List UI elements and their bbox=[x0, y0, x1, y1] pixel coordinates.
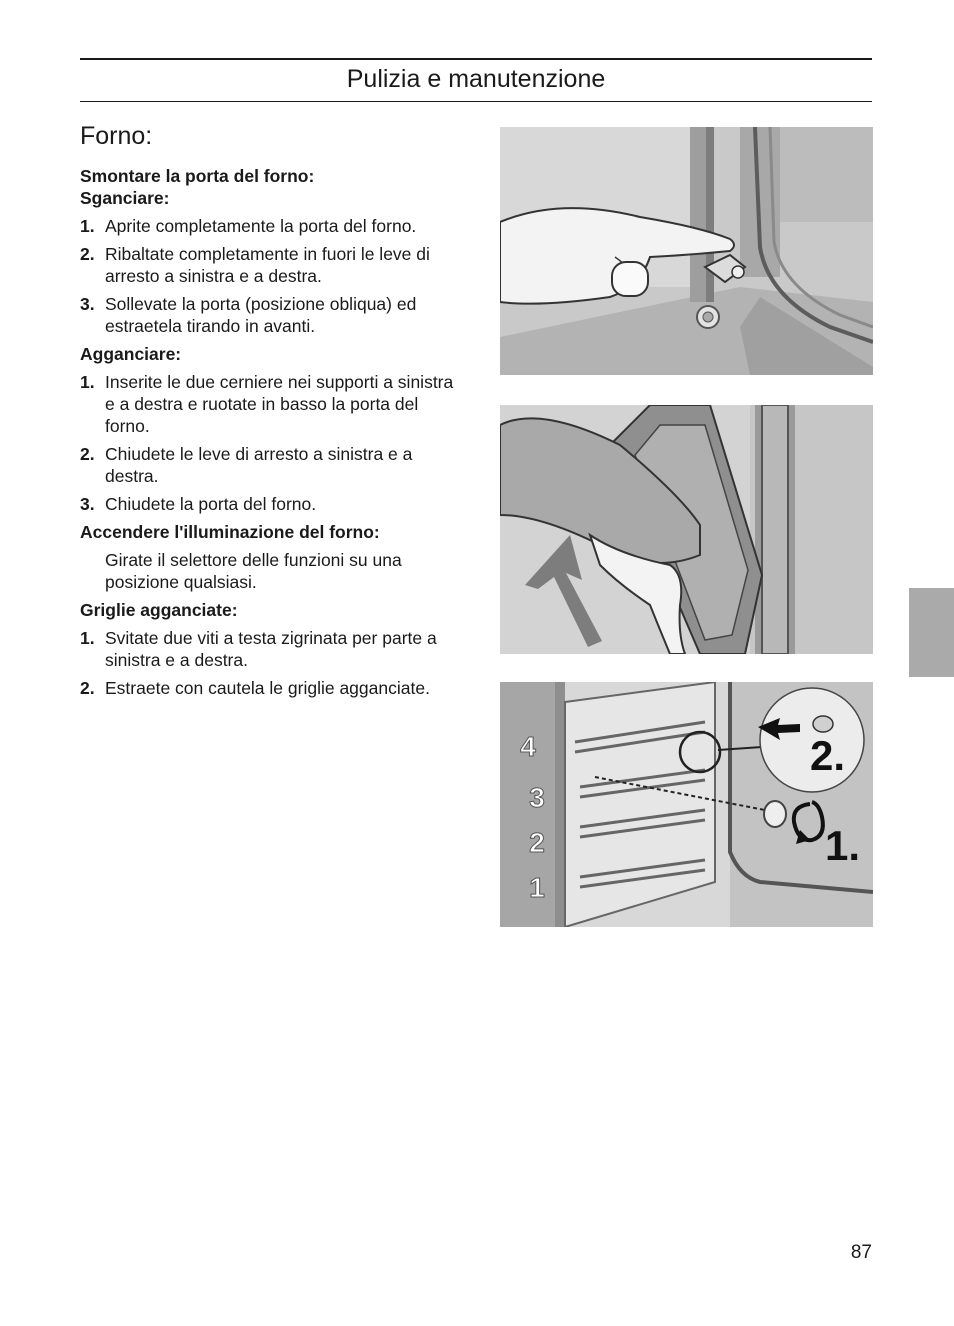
hook-heading: Agganciare: bbox=[80, 344, 182, 364]
step-number: 1. bbox=[80, 628, 95, 648]
step-1-label: 1. bbox=[825, 822, 861, 869]
step-text: Inserite le due cerniere nei supporti a sinistra e a destra e ruotate in basso la porta del forno. bbox=[105, 372, 454, 436]
hook-step bbox=[80, 493, 460, 515]
step-text: Estraete con cautela le griglie agganciate. bbox=[105, 678, 430, 698]
step-text: Chiudete le leve di arresto a sinistra e a destra. bbox=[105, 444, 413, 486]
step-number: 1. bbox=[80, 216, 95, 236]
chapter-tab-marker bbox=[909, 588, 954, 677]
header-rule-bottom bbox=[80, 101, 872, 102]
shelf-level-label: 1 bbox=[529, 872, 545, 903]
shelf-level-label: 3 bbox=[529, 782, 545, 813]
lighting-heading: Accendere l'illuminazione del forno: bbox=[80, 522, 380, 542]
unhook-step bbox=[80, 243, 460, 287]
step-text: Aprite completamente la porta del forno. bbox=[105, 216, 417, 236]
unhook-heading: Sganciare: bbox=[80, 188, 170, 208]
step-number: 2. bbox=[80, 444, 95, 464]
step-number: 2. bbox=[80, 244, 95, 264]
racks-step bbox=[80, 677, 460, 699]
header-rule-top bbox=[80, 58, 872, 60]
instructions-column bbox=[80, 165, 460, 705]
page-header-title: Pulizia e manutenzione bbox=[346, 65, 606, 93]
door-removal-illustration bbox=[500, 405, 873, 654]
step-number: 3. bbox=[80, 494, 95, 514]
door-hinge-lever-illustration bbox=[500, 127, 873, 375]
unhook-step bbox=[80, 293, 460, 337]
racks-step bbox=[80, 627, 460, 671]
step-text: Svitate due viti a testa zigrinata per parte a sinistra e a destra. bbox=[105, 628, 437, 670]
racks-heading: Griglie agganciate: bbox=[80, 600, 238, 620]
oven-rack-levels-illustration bbox=[500, 682, 873, 927]
step-text: Sollevate la porta (posizione obliqua) ed estraetela tirando in avanti. bbox=[105, 294, 417, 336]
step-text: Ribaltate completamente in fuori le leve di arresto a sinistra e a destra. bbox=[105, 244, 430, 286]
shelf-level-label: 4 bbox=[520, 731, 536, 762]
unhook-step bbox=[80, 215, 460, 237]
hook-step bbox=[80, 371, 460, 437]
shelf-level-label: 2 bbox=[529, 827, 545, 858]
step-number: 1. bbox=[80, 372, 95, 392]
step-2-label: 2. bbox=[810, 732, 846, 779]
hook-step bbox=[80, 443, 460, 487]
step-text: Chiudete la porta del forno. bbox=[105, 494, 317, 514]
step-number: 2. bbox=[80, 678, 95, 698]
lighting-text: Girate il selettore delle funzioni su una posizione qualsiasi. bbox=[105, 550, 402, 592]
remove-door-heading: Smontare la porta del forno: bbox=[80, 166, 315, 186]
step-number: 3. bbox=[80, 294, 95, 314]
page-number: 87 bbox=[850, 1242, 872, 1263]
section-title: Forno: bbox=[80, 122, 153, 150]
